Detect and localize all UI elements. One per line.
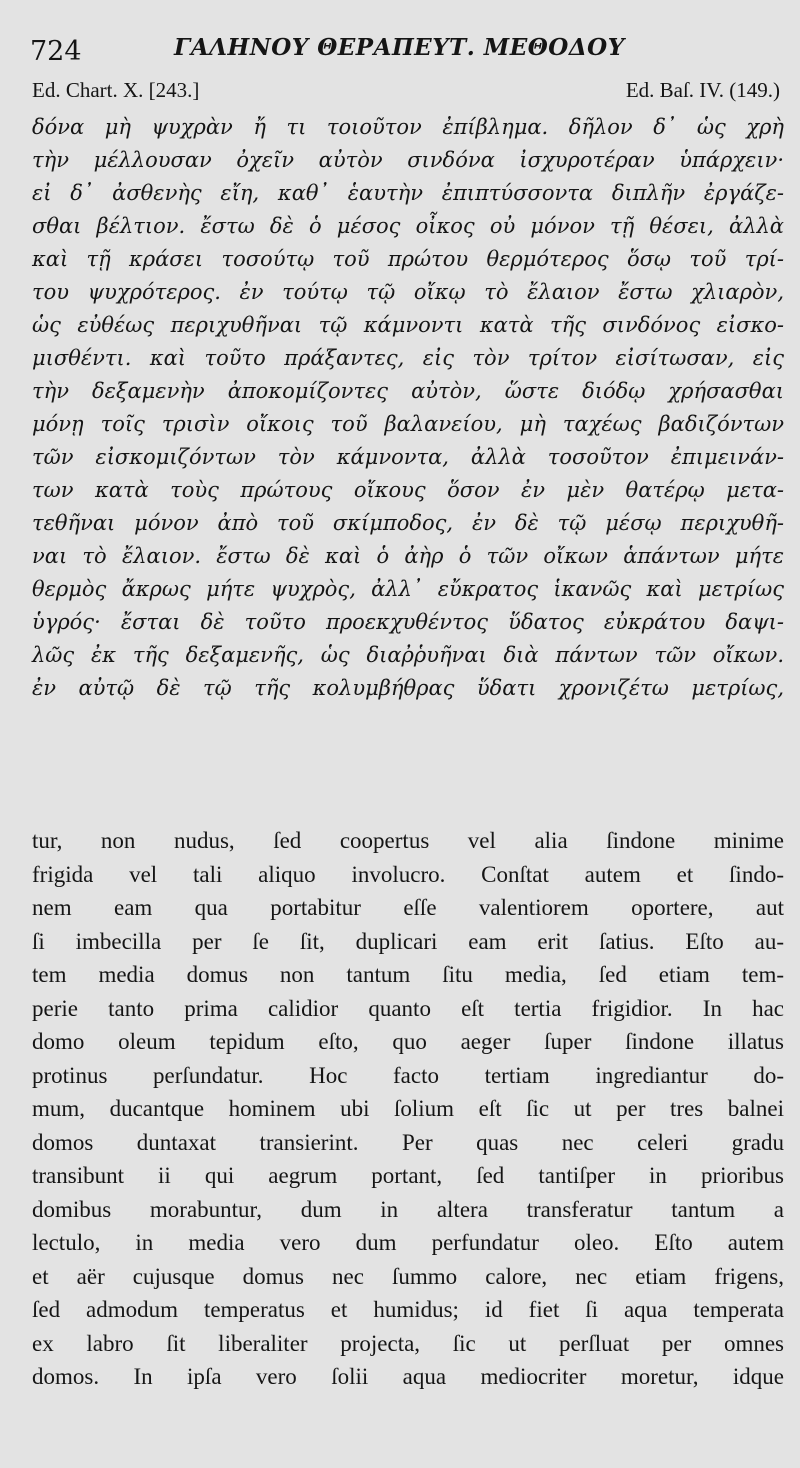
greek-line: τῶν εἰσκομιζόντων τὸν κάμνοντα, ἀλλὰ τοσοῦτον ἐπιμεινάν-	[32, 445, 784, 469]
greek-line: σθαι βέλτιον. ἔστω δὲ ὁ μέσος οἶκος οὐ μόνον τῇ θέσει, ἀλλὰ	[32, 214, 784, 238]
latin-line: nem eam qua portabitur eſſe valentiorem oportere, aut	[32, 895, 784, 920]
greek-line: τὴν δεξαμενὴν ἀποκομίζοντες αὐτὸν, ὥστε διόδῳ χρήσασθαι	[32, 379, 784, 403]
latin-line: frigida vel tali aliquo involucro. Conſtat autem et ſindo-	[32, 861, 784, 887]
latin-line: domibus morabuntur, dum in altera transferatur tantum a	[32, 1196, 784, 1222]
latin-line: mum, ducantque hominem ubi ſolium eſt ſic ut per tres balnei	[32, 1096, 784, 1121]
edition-reference-left: Ed. Chart. X. [243.]	[32, 78, 200, 102]
greek-line: εἰ δ᾽ ἀσθενὴς εἴη, καθ᾽ ἑαυτὴν ἐπιπτύσσοντα διπλῆν ἐργάζε-	[32, 181, 784, 205]
latin-line: ex labro ſit liberaliter projecta, ſic ut perſluat per omnes	[32, 1330, 784, 1356]
edition-reference-right: Ed. Baſ. IV. (149.)	[625, 78, 780, 102]
latin-line: protinus perſundatur. Hoc facto tertiam ingrediantur do-	[32, 1062, 784, 1088]
greek-line: θερμὸς ἄκρως μήτε ψυχρὸς, ἀλλ᾽ εὔκρατος ἱκανῶς καὶ μετρίως	[32, 577, 784, 601]
page-number: 724	[30, 36, 82, 67]
greek-line: τὴν μέλλουσαν ὀχεῖν αὐτὸν σινδόνα ἰσχυροτέραν ὑπάρχειν·	[32, 148, 784, 172]
greek-line: του ψυχρότερος. ἐν τούτῳ τῷ οἴκῳ τὸ ἔλαιον ἔστω χλιαρὸν,	[32, 280, 784, 304]
greek-line: δόνα μὴ ψυχρὰν ἤ τι τοιοῦτον ἐπίβλημα. δῆλον δ᾽ ὡς χρὴ	[32, 115, 784, 139]
latin-text-block	[32, 824, 784, 1394]
greek-line: τεθῆναι μόνον ἀπὸ τοῦ σκίμποδος, ἐν δὲ τῷ μέσῳ περιχυθῆ-	[32, 511, 784, 535]
page-header	[26, 32, 776, 68]
greek-line: λῶς ἐκ τῆς δεξαμενῆς, ὡς διαῤῥυῆναι διὰ πάντων τῶν οἴκων.	[32, 643, 784, 667]
greek-line: ὑγρός· ἔσται δὲ τοῦτο προεκχυθέντος ὕδατος εὐκράτου δαψι-	[32, 610, 784, 634]
latin-line: lectulo, in media vero dum perfundatur oleo. Eſto autem	[32, 1230, 784, 1255]
greek-line: των κατὰ τοὺς πρώτους οἴκους ὅσον ἐν μὲν θατέρῳ μετα-	[32, 478, 784, 502]
latin-line: transibunt ii qui aegrum portant, ſed tantiſper in prioribus	[32, 1163, 784, 1188]
running-title: ΓΑΛΗΝΟΥ ΘΕΡΑΠΕΥΤ. ΜΕΘΟΔΟΥ	[174, 34, 625, 61]
latin-line: perie tanto prima calidior quanto eſt tertia frigidior. In hac	[32, 995, 784, 1021]
latin-line: tur, non nudus, ſed coopertus vel alia ſindone minime	[32, 828, 784, 853]
greek-line: ἐν αὐτῷ δὲ τῷ τῆς κολυμβήθρας ὕδατι χρονιζέτω μετρίως,	[32, 676, 784, 700]
latin-line: domo oleum tepidum eſto, quo aeger ſuper ſindone illatus	[32, 1029, 784, 1054]
greek-line: καὶ τῇ κράσει τοσούτῳ τοῦ πρώτου θερμότερος ὅσῳ τοῦ τρί-	[32, 247, 784, 271]
greek-line: ναι τὸ ἔλαιον. ἔστω δὲ καὶ ὁ ἀὴρ ὁ τῶν οἴκων ἁπάντων μήτε	[32, 544, 784, 568]
latin-line: tem media domus non tantum ſitu media, ſed etiam tem-	[32, 962, 784, 987]
edition-references	[32, 78, 780, 110]
greek-line: μισθέντι. καὶ τοῦτο πράξαντες, εἰς τὸν τρίτον εἰσίτωσαν, εἰς	[32, 346, 784, 370]
greek-text-block	[32, 111, 784, 705]
greek-line: ὡς εὐθέως περιχυθῆναι τῷ κάμνοντι κατὰ τῆς σινδόνος εἰσκο-	[32, 313, 784, 337]
greek-line: μόνῃ τοῖς τρισὶν οἴκοις τοῦ βαλανείου, μὴ ταχέως βαδιζόντων	[32, 412, 784, 436]
latin-line: ſed admodum temperatus et humidus; id fiet ſi aqua temperata	[32, 1297, 784, 1322]
latin-line: et aër cujusque domus nec ſummo calore, nec etiam frigens,	[32, 1263, 784, 1289]
latin-line: ſi imbecilla per ſe ſit, duplicari eam erit ſatius. Eſto au-	[32, 928, 784, 954]
latin-line: domos duntaxat transierint. Per quas nec celeri gradu	[32, 1129, 784, 1155]
latin-line: domos. In ipſa vero ſolii aqua mediocriter moretur, idque	[32, 1364, 784, 1389]
